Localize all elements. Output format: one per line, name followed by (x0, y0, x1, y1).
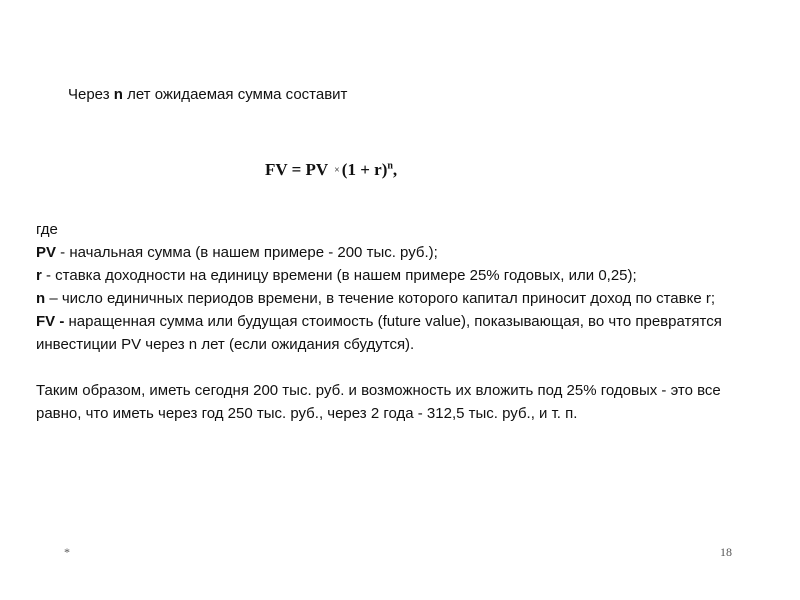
definition-n (36, 287, 756, 310)
definition-r (36, 264, 756, 287)
formula-exponent: n (387, 160, 393, 172)
formula-lhs: FV = PV (265, 160, 328, 179)
formula-tail: , (392, 160, 398, 179)
definition-r-text: - ставка доходности на единицу времени (в нашем примере 25% годовых, или 0,25); (41, 267, 637, 284)
conclusion-paragraph: Таким образом, иметь сегодня 200 тыс. руб. и возможность их вложить под 25% годовых - это все равно, что иметь через год 250 тыс. руб., через 2 года - 312,5 тыс. руб., и т. п. (36, 382, 721, 422)
footer-asterisk: * (64, 545, 70, 559)
definition-pv-text: - начальная сумма (в нашем примере - 200 тыс. руб.); (56, 244, 438, 261)
definition-fv-text: наращенная сумма или будущая стоимость (future value), показывающая, во что превратятся инвестиции PV через n лет (если ожидания сбудутся). (36, 313, 722, 353)
term-pv: PV (36, 244, 57, 261)
intro-variable-n: n (113, 86, 123, 103)
fv-formula (265, 160, 397, 180)
definition-fv (36, 310, 756, 356)
where-label: где (36, 221, 58, 238)
multiplication-sign: × (334, 165, 340, 176)
intro-prefix: Через (68, 86, 114, 103)
definitions-block (36, 218, 756, 425)
definition-pv (36, 241, 756, 264)
term-r: r (36, 267, 42, 284)
formula-rhs: (1 + r) (341, 160, 388, 179)
term-n: n (36, 290, 46, 307)
page-number: 18 (720, 545, 732, 559)
intro-line (68, 86, 347, 103)
intro-suffix: лет ожидаемая сумма составит (122, 86, 348, 103)
term-fv: FV - (36, 313, 65, 330)
definition-n-text: – число единичных периодов времени, в течение которого капитал приносит доход по ставке r; (45, 290, 716, 307)
paragraph-gap (36, 356, 756, 379)
